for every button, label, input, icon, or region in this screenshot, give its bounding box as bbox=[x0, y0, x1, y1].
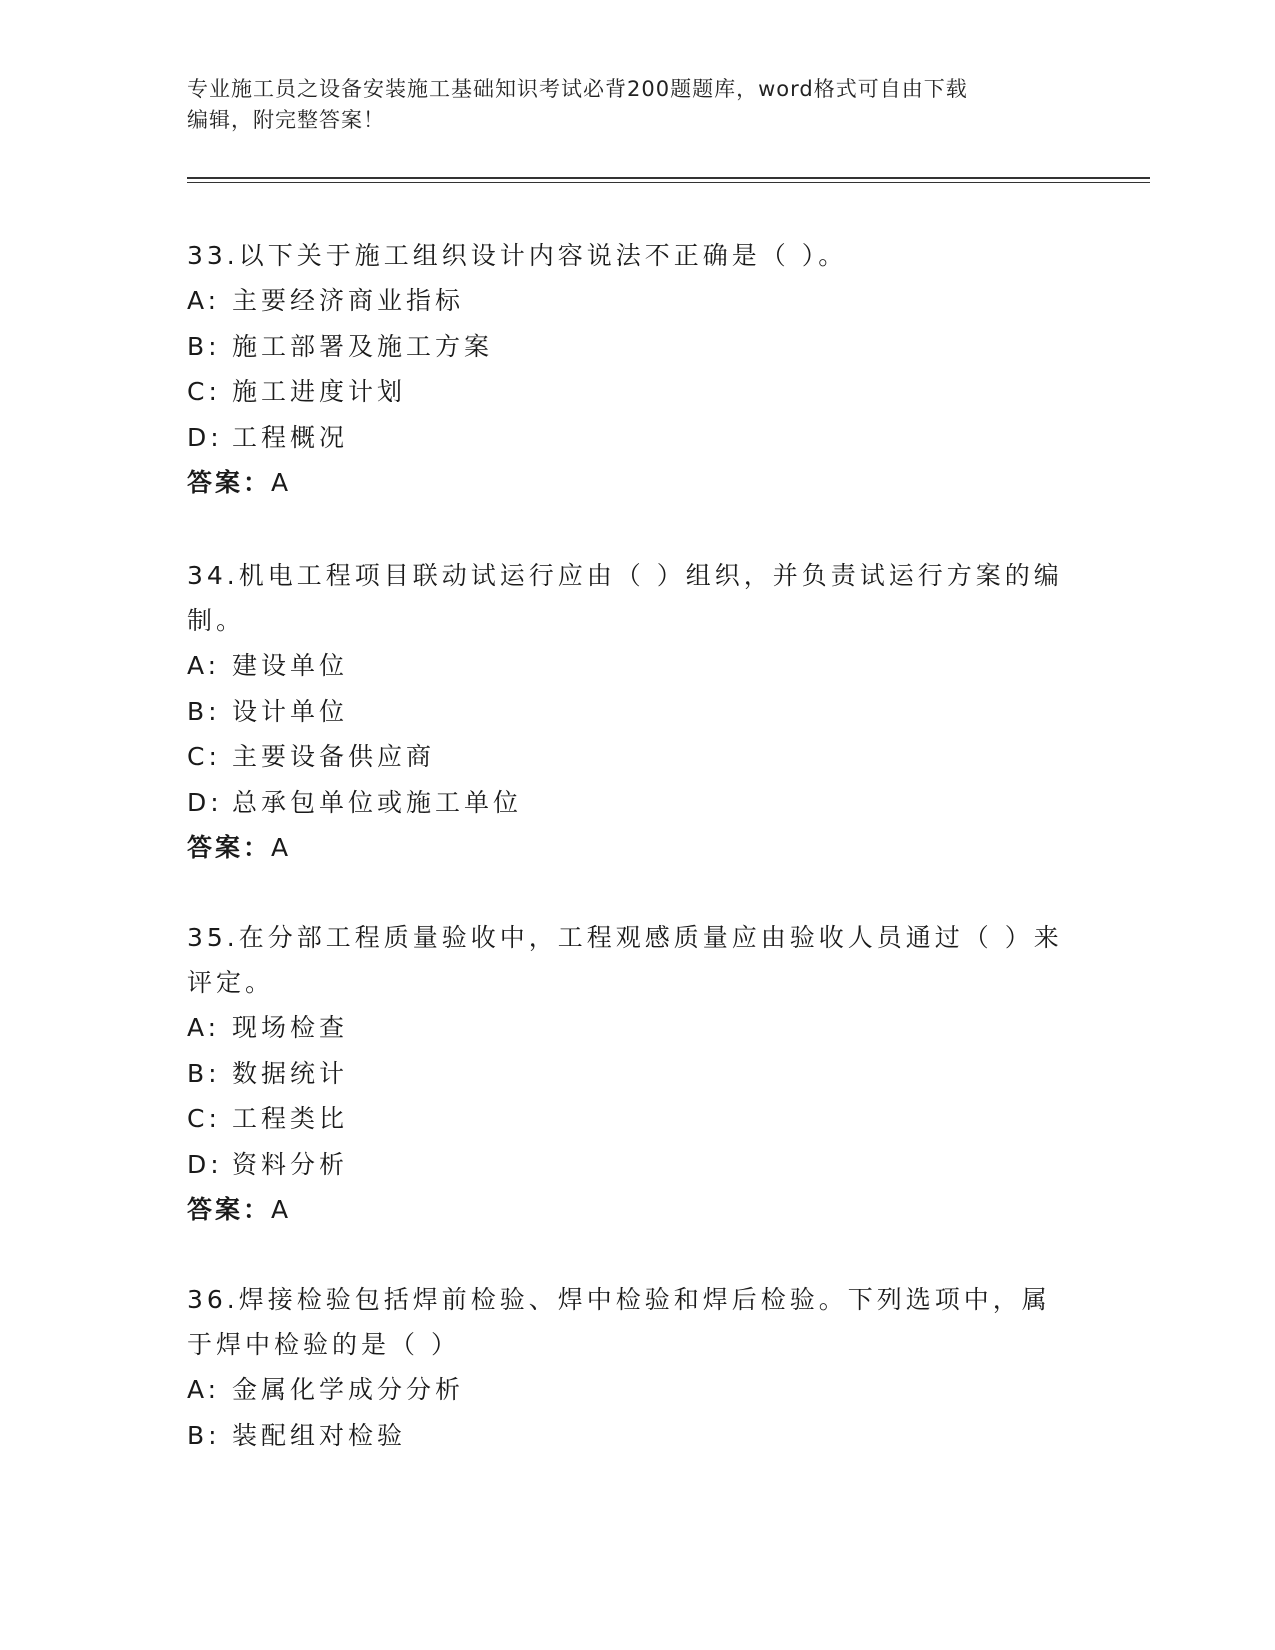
option-letter: C: bbox=[187, 742, 221, 771]
option-text: 施工部署及施工方案 bbox=[232, 331, 494, 361]
option-letter: B: bbox=[187, 1420, 221, 1450]
answer-value: A bbox=[271, 468, 292, 497]
option-c bbox=[187, 734, 1067, 780]
option-c bbox=[187, 1096, 1067, 1142]
option-d bbox=[187, 1142, 1067, 1188]
option-b bbox=[187, 1051, 1067, 1097]
option-letter: C: bbox=[187, 377, 221, 406]
answer-line bbox=[187, 1187, 1067, 1232]
answer-value: A bbox=[271, 833, 292, 862]
option-a bbox=[187, 643, 1067, 689]
option-letter: D: bbox=[187, 422, 223, 452]
option-text: 工程类比 bbox=[232, 1104, 349, 1133]
option-text: 金属化学成分分析 bbox=[232, 1375, 465, 1404]
question-stem: 33.以下关于施工组织设计内容说法不正确是（ ）。 bbox=[187, 241, 848, 270]
option-b bbox=[187, 1413, 1067, 1459]
option-letter: A: bbox=[187, 1375, 221, 1404]
question-stem: 36.焊接检验包括焊前检验、焊中检验和焊后检验。下列选项中，属于焊中检验的是（ ） bbox=[187, 1285, 1051, 1359]
option-b bbox=[187, 324, 1067, 370]
option-letter: D: bbox=[187, 787, 223, 817]
option-letter: A: bbox=[187, 651, 221, 680]
option-letter: B: bbox=[187, 696, 221, 726]
question-stem: 34.机电工程项目联动试运行应由（ ）组织，并负责试运行方案的编制。 bbox=[187, 561, 1063, 635]
document-header bbox=[187, 74, 1087, 136]
option-a bbox=[187, 278, 1067, 324]
option-letter: A: bbox=[187, 1013, 221, 1042]
header-line-2: 编辑，附完整答案！ bbox=[187, 108, 385, 132]
option-text: 总承包单位或施工单位 bbox=[232, 787, 523, 817]
option-text: 装配组对检验 bbox=[232, 1420, 407, 1450]
answer-label: 答案： bbox=[187, 833, 272, 862]
option-text: 现场检查 bbox=[232, 1013, 349, 1042]
option-text: 建设单位 bbox=[232, 651, 349, 680]
answer-value: A bbox=[271, 1195, 292, 1224]
option-d bbox=[187, 415, 1067, 461]
option-letter: B: bbox=[187, 1058, 221, 1088]
option-text: 工程概况 bbox=[232, 422, 349, 452]
answer-line bbox=[187, 825, 1067, 870]
header-divider-thin bbox=[187, 182, 1150, 183]
option-letter: D: bbox=[187, 1149, 223, 1179]
option-text: 数据统计 bbox=[232, 1058, 349, 1088]
option-text: 设计单位 bbox=[232, 696, 349, 726]
header-divider-thick bbox=[187, 177, 1150, 179]
option-letter: A: bbox=[187, 286, 221, 315]
answer-line bbox=[187, 460, 1067, 505]
option-text: 主要经济商业指标 bbox=[232, 286, 465, 315]
question-36 bbox=[187, 1277, 1067, 1458]
option-a bbox=[187, 1367, 1067, 1413]
answer-label: 答案： bbox=[187, 1195, 272, 1224]
option-c bbox=[187, 369, 1067, 415]
option-d bbox=[187, 780, 1067, 826]
option-a bbox=[187, 1005, 1067, 1051]
question-34 bbox=[187, 553, 1067, 870]
answer-label: 答案： bbox=[187, 468, 272, 497]
option-b bbox=[187, 689, 1067, 735]
option-text: 主要设备供应商 bbox=[232, 742, 436, 771]
option-text: 资料分析 bbox=[232, 1149, 349, 1179]
option-letter: B: bbox=[187, 331, 221, 361]
header-line-1: 专业施工员之设备安装施工基础知识考试必背200题题库，word格式可自由下载 bbox=[187, 77, 968, 101]
question-33 bbox=[187, 233, 1067, 505]
option-letter: C: bbox=[187, 1104, 221, 1133]
question-stem: 35.在分部工程质量验收中，工程观感质量应由验收人员通过（ ）来评定。 bbox=[187, 923, 1063, 997]
option-text: 施工进度计划 bbox=[232, 377, 407, 406]
question-35 bbox=[187, 915, 1067, 1232]
